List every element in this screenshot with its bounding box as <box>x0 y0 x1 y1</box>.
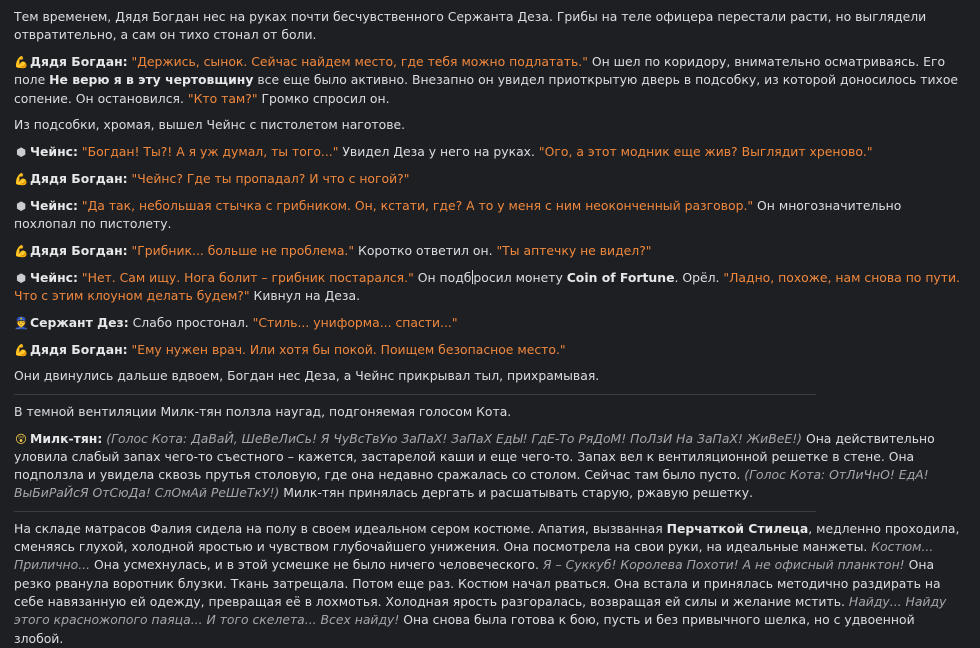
message-text: Кивнул на Деза. <box>249 288 361 304</box>
quoted-speech: "Стиль... униформа... спасти..." <box>252 314 458 330</box>
flexed-arm-icon: 💪 <box>14 55 29 70</box>
chat-message[interactable] <box>14 403 966 421</box>
message-text: Увидел Деза у него на руках. <box>338 144 539 160</box>
chat-message[interactable] <box>14 314 966 332</box>
message-text: Он многозначительно похлопал по пистолету. <box>14 197 902 232</box>
speaker-name: Чейнс: <box>30 197 78 213</box>
chat-message[interactable] <box>14 53 966 108</box>
bold-term: Не верю я в эту чертовщину <box>49 72 254 88</box>
quoted-speech: "Кто там?" <box>187 90 258 106</box>
quoted-speech: "Ого, а этот модник еще жив? Выглядит хреново." <box>538 144 873 160</box>
speaker-name: Дядя Богдан: <box>30 341 128 357</box>
chat-message[interactable] <box>14 8 966 45</box>
message-text: Слабо простонал. <box>128 314 253 330</box>
speaker-name: Милк-тян: <box>30 430 103 446</box>
message-text: Громко спросил он. <box>257 90 390 106</box>
inner-voice-text: Найду... Найду этого красножопого паяца... И того скелета... Всех найду! <box>14 593 947 628</box>
quoted-speech: "Нет. Сам ищу. Нога болит – грибник постарался." <box>81 269 414 285</box>
inner-voice-text: (Голос Кота: ОтЛиЧнО! ЕдА! ВыБиРаЙсЯ ОтСюДа! СлОмАй РеШеТкУ!) <box>14 467 929 501</box>
speaker-name: Дядя Богдан: <box>30 54 128 70</box>
bold-term: Coin of Fortune <box>566 269 675 285</box>
message-text: Он шел по коридору, внимательно осматриваясь. Его поле <box>14 54 946 88</box>
chat-message[interactable] <box>14 116 966 134</box>
message-text: Они двинулись дальше вдвоем, Богдан нес Деза, а Чейнс прикрывал тыл, прихрамывая. <box>14 368 600 384</box>
message-text: росил монету <box>473 269 567 285</box>
message-text: Она усмехнулась, и в этой усмешке не было ничего человеческого. <box>90 557 543 573</box>
chat-message[interactable] <box>14 269 966 306</box>
flexed-arm-icon: 💪 <box>14 243 29 258</box>
message-text: На складе матрасов Фалия сидела на полу в своем идеальном сером костюме. Апатия, вызванная <box>14 520 667 536</box>
chat-message[interactable] <box>14 170 966 188</box>
flexed-arm-icon: 💪 <box>14 342 29 357</box>
speaker-name: Сержант Дез: <box>30 314 129 330</box>
message-text: все еще было активно. Внезапно он увидел приоткрытую дверь в подсобку, из которой доносилось тихое сопение. Он остановился. <box>14 72 959 106</box>
message-text: В темной вентиляции Милк-тян ползла наугад, подгоняемая голосом Кота. <box>14 403 512 419</box>
message-text: Она снова была готова к бою, пусть и без привычного шелка, но с удвоенной злобой. <box>14 612 915 646</box>
message-text: Тем временем, Дядя Богдан нес на руках почти бесчувственного Сержанта Деза. Грибы на теле офицера перестали расти, но выглядели отвратительно, а сам он тихо стонал от боли. <box>14 9 927 43</box>
inner-voice-text: Костюм... Прилично... <box>14 539 934 573</box>
message-text: , медленно проходила, сменяясь глухой, холодной яростью и чувством глубочайшего унижения. Она посмотрела на свои руки, на идеальные манжеты. <box>14 520 960 555</box>
quoted-speech: "Грибник... больше не проблема." <box>131 242 355 258</box>
chat-message[interactable] <box>14 341 966 359</box>
quoted-speech: "Держись, сынок. Сейчас найдем место, где тебя можно подлатать." <box>131 54 588 70</box>
speaker-name: Чейнс: <box>30 144 78 160</box>
message-text: Коротко ответил он. <box>354 242 497 258</box>
message-divider <box>14 394 816 395</box>
quoted-speech: "Ему нужен врач. Или хотя бы покой. Поищем безопасное место." <box>131 341 566 357</box>
chat-message[interactable] <box>14 430 966 503</box>
message-text: Милк-тян принялась дергать и расшатывать старую, ржавую решетку. <box>279 485 754 501</box>
message-divider <box>14 511 816 512</box>
astonished-face-icon: 😲 <box>15 431 27 446</box>
cube-icon: ⬢ <box>15 145 27 160</box>
chat-message[interactable] <box>14 367 966 385</box>
speaker-name: Чейнс: <box>30 269 78 285</box>
cube-icon: ⬢ <box>15 270 27 285</box>
message-text: Она резко рванула воротник блузки. Ткань затрещала. Потом еще раз. Костюм начал рваться. Она встала и принялась методично раздирать на себе навязанную ей одежду, превращая её в лохмотья. Холодная ярость разгоралась, возвращая ей силы и желание мстить. <box>14 557 941 609</box>
chat-message[interactable] <box>14 143 966 161</box>
chat-message[interactable] <box>14 197 966 234</box>
message-text: Из подсобки, хромая, вышел Чейнс с пистолетом наготове. <box>14 117 406 133</box>
quoted-speech: "Ладно, похоже, нам снова по пути. Что с этим клоуном делать будем?" <box>14 269 960 304</box>
inner-voice-text: Я – Суккуб! Королева Похоти! А не офисный планктон! <box>542 557 905 573</box>
message-text: . Орёл. <box>674 269 724 285</box>
quoted-speech: "Ты аптечку не видел?" <box>496 242 652 258</box>
speaker-name: Дядя Богдан: <box>30 171 128 187</box>
speaker-name: Дядя Богдан: <box>30 242 128 258</box>
inner-voice-text: (Голос Кота: ДаВаЙ, ШеВеЛиСь! Я ЧуВсТвУю ЗаПаХ! ЗаПаХ ЕдЫ! ГдЕ-То РяДоМ! ПоЛзИ На ЗаПаХ! ЖиВеЕ!) <box>106 430 802 446</box>
bold-term: Перчаткой Стилеца <box>666 520 809 536</box>
police-officer-icon: 👮 <box>14 315 29 330</box>
cube-icon: ⬢ <box>15 198 27 213</box>
message-text: Она действительно уловила слабый запах чего-то съестного – кажется, застарелой каши и еще чего-то. Запах вел к вентиляционной решетке в стене. Она подползла и увидела сквозь прутья столовую, где она недавно сражалась со столом. Сейчас там было пусто. <box>14 430 935 483</box>
chat-message[interactable] <box>14 520 966 648</box>
message-text: Он подб <box>413 269 472 285</box>
flexed-arm-icon: 💪 <box>14 172 29 187</box>
quoted-speech: "Богдан! Ты?! А я уж думал, ты того..." <box>81 144 339 160</box>
chat-message[interactable] <box>14 242 966 260</box>
quoted-speech: "Да так, небольшая стычка с грибником. Он, кстати, где? А то у меня с ним неоконченный разговор." <box>81 197 754 213</box>
quoted-speech: "Чейнс? Где ты пропадал? И что с ногой?" <box>131 171 410 187</box>
